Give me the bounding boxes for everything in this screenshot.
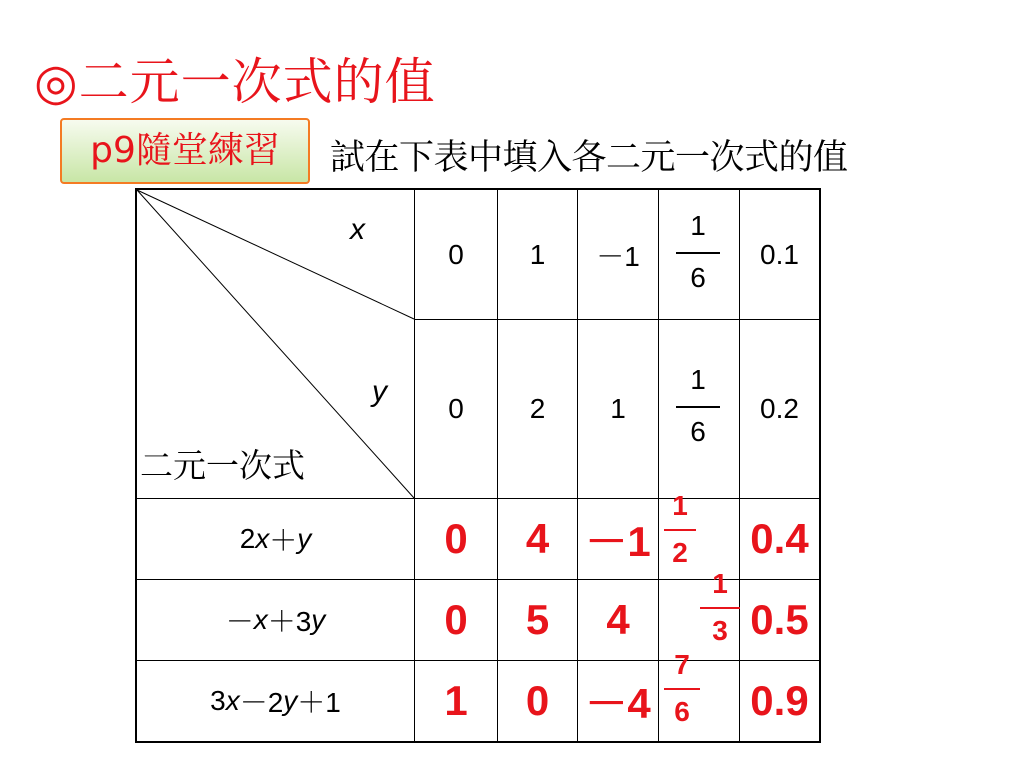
fraction-numerator: 7 — [674, 649, 690, 680]
y-value-3: 1 — [610, 393, 626, 424]
fraction-denominator: 6 — [690, 261, 706, 293]
fraction-numerator: 1 — [690, 364, 706, 395]
answer-r2-c4-fraction — [700, 570, 740, 645]
expression-row-2: － x ＋3 y — [225, 604, 326, 637]
page-title: ◎二元一次式的值 — [34, 53, 436, 111]
answer-r2-c3: 4 — [606, 596, 630, 643]
answer-r3-c1: 1 — [444, 677, 468, 724]
y-header-label: y — [372, 375, 387, 408]
answer-r1-c4-fraction — [664, 492, 696, 567]
fraction-denominator: 3 — [712, 615, 728, 646]
answer-r2-c5: 0.5 — [750, 596, 809, 643]
x-value-2: 1 — [529, 238, 546, 270]
x-header-label: x — [350, 213, 365, 246]
x-value-1: 0 — [448, 238, 464, 270]
y-value-1: 0 — [448, 393, 464, 424]
fraction-bar — [676, 252, 720, 254]
fraction-bar — [664, 688, 700, 690]
fraction-bar — [700, 607, 740, 609]
fraction-denominator: 6 — [690, 415, 706, 447]
answer-r3-c5: 0.9 — [750, 677, 809, 724]
y-value-5: 0.2 — [760, 393, 799, 424]
fraction-numerator: 1 — [672, 490, 688, 521]
answer-r1-c3: －1 — [585, 518, 651, 565]
answer-r1-c1: 0 — [444, 515, 468, 562]
y-value-2: 2 — [529, 393, 546, 424]
expression-row-1: 2 x ＋ y — [239, 523, 312, 556]
answer-r3-c4-fraction — [664, 651, 700, 726]
expression-row-3: 3 x －2 y ＋1 — [210, 685, 341, 718]
answer-r2-c1: 0 — [444, 596, 468, 643]
expression-header-label: 二元一次式 — [140, 446, 305, 485]
fraction-denominator: 6 — [674, 696, 690, 727]
answer-r3-c2: 0 — [525, 677, 550, 724]
fraction-numerator: 1 — [712, 568, 728, 599]
answer-r1-c2: 4 — [525, 515, 550, 562]
answer-r2-c2: 5 — [525, 596, 550, 643]
x-value-5: 0.1 — [760, 238, 799, 270]
x-value-3: －1 — [596, 240, 640, 272]
y-value-4-fraction — [676, 366, 720, 446]
fraction-numerator: 1 — [690, 210, 706, 241]
x-value-4-fraction — [676, 212, 720, 292]
instruction-text: 試在下表中填入各二元一次式的值 — [330, 138, 848, 178]
answer-r3-c3: －4 — [585, 680, 651, 727]
answer-r1-c5: 0.4 — [750, 515, 809, 562]
fraction-bar — [664, 529, 696, 531]
fraction-denominator: 2 — [672, 537, 688, 568]
practice-badge: p9隨堂練習 — [60, 118, 310, 184]
fraction-bar — [676, 406, 720, 408]
